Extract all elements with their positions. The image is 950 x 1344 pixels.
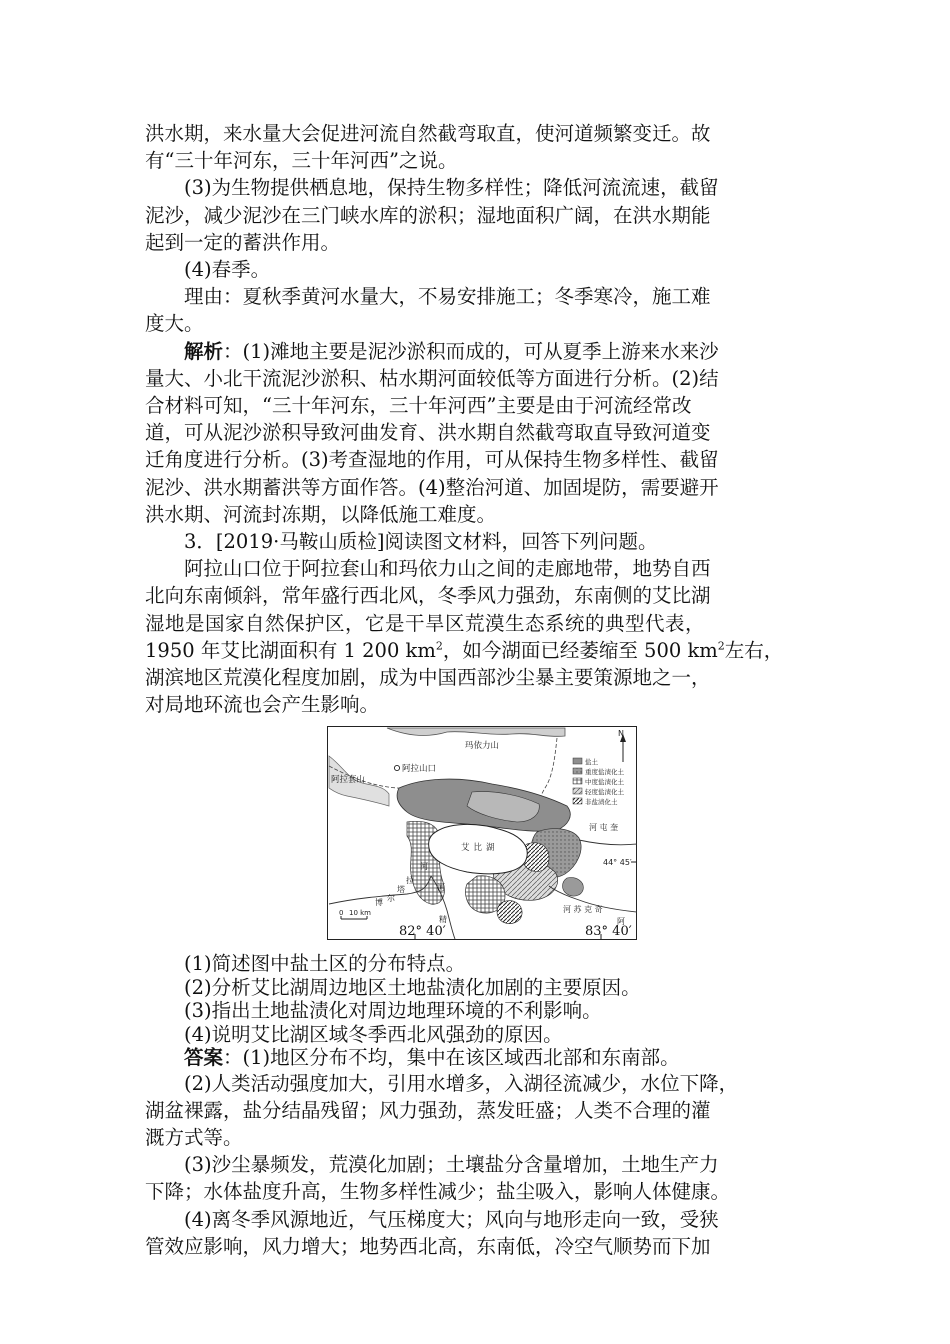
legend-label: 中度盐渍化土 bbox=[585, 778, 624, 787]
answer-line: (3)沙尘暴频发，荒漠化加剧；土壤盐分含量增加，土地生产力 bbox=[184, 1153, 719, 1177]
text-line: 阿拉山口位于阿拉套山和玛依力山之间的走廊地带，地势自西 bbox=[184, 557, 711, 581]
text-line: 泥沙、洪水期蓄洪等方面作答。(4)整治河道、加固堤防，需要避开 bbox=[145, 475, 719, 499]
river-label: 阿 bbox=[617, 917, 625, 927]
text-line: 洪水期，来水量大会促进河流自然截弯取直，使河道频繁变迁。故 bbox=[145, 122, 711, 145]
non-salinized-zone bbox=[497, 901, 522, 924]
river-label: 博 bbox=[375, 898, 383, 908]
river-label: 精 bbox=[439, 915, 447, 925]
sub-question: (3)指出土地盐渍化对周边地理环境的不利影响。 bbox=[184, 999, 602, 1023]
text-line: 道，可从泥沙淤积导致河曲发育、洪水期自然截弯取直导致河道变 bbox=[145, 421, 711, 445]
text-line: 理由：夏秋季黄河水量大，不易安排施工；冬季寒冷，施工难 bbox=[184, 285, 711, 309]
text-line: 1950 年艾比湖面积有 1 200 $km^2$，如今湖面已经萎缩至 500 $km^2$左右， bbox=[145, 638, 784, 662]
north-label: N bbox=[618, 729, 624, 739]
river-label: 尔 bbox=[387, 894, 395, 904]
text-line: 洪水期、河流封冻期，以降低施工难度。 bbox=[145, 502, 497, 526]
question-heading: 3．[2019·马鞍山质检]阅读图文材料，回答下列问题。 bbox=[184, 530, 658, 554]
legend-label: 重度盐渍化土 bbox=[585, 768, 624, 777]
analysis-label: 解析 bbox=[184, 339, 224, 363]
answer-label: 答案 bbox=[184, 1046, 224, 1070]
legend-label: 轻度盐渍化土 bbox=[585, 788, 624, 797]
map-figure bbox=[327, 726, 637, 940]
answer-line: (2)人类活动强度加大，引用水增多，入湖径流减少，水位下降， bbox=[184, 1071, 739, 1095]
legend-label: 盐土 bbox=[585, 758, 598, 767]
document-page bbox=[145, 120, 810, 1260]
label-alashankou: 阿拉山口 bbox=[402, 764, 437, 775]
label-mayili-mountain: 玛依力山 bbox=[465, 741, 500, 752]
text-line: 湖滨地区荒漠化程度加剧，成为中国西部沙尘暴主要策源地之一， bbox=[145, 666, 711, 690]
sub-question: (4)说明艾比湖区域冬季西北风强劲的原因。 bbox=[184, 1022, 563, 1046]
text-line: 量大、小北干流泥沙淤积、枯水期河面较低等方面进行分析。(2)结 bbox=[145, 366, 719, 390]
text-line: (3)为生物提供栖息地，保持生物多样性；降低河流流速，截留 bbox=[184, 176, 719, 200]
label-ebinur-lake: 艾比湖 bbox=[461, 843, 499, 854]
text-line: 对局地环流也会产生影响。 bbox=[145, 693, 380, 717]
legend-label: 非盐渍化土 bbox=[585, 798, 618, 807]
answer-line: 管效应影响，风力增大；地势西北高，东南低，冷空气顺势而下加 bbox=[145, 1234, 711, 1258]
answer-line: 湖盆裸露，盐分结晶残留；风力强劲，蒸发旺盛；人类不合理的灌 bbox=[145, 1098, 711, 1122]
answer-line: 溉方式等。 bbox=[145, 1125, 243, 1149]
text-line: 北向东南倾斜，常年盛行西北风，冬季风力强劲，东南侧的艾比湖 bbox=[145, 584, 711, 608]
latitude-label: 44° 45′ bbox=[603, 858, 632, 868]
longitude-label: 82° 40′ bbox=[399, 924, 446, 940]
text-line: 合材料可知，“三十年河东，三十年河西”主要是由于河流经常改 bbox=[145, 394, 692, 418]
label-alatau-mountain: 阿拉套山 bbox=[331, 775, 366, 786]
scale-label: 10 km bbox=[349, 909, 372, 918]
text-line: 泥沙，减少泥沙在三门峡水库的淤积；湿地面积广阔，在洪水期能 bbox=[145, 203, 711, 227]
answer-line: 下降；水体盐度升高，生物多样性减少；盐尘吸入，影响人体健康。 bbox=[145, 1180, 731, 1204]
scale-label: 0 bbox=[339, 909, 344, 918]
answer-line: 答案：(1)地区分布不均，集中在该区域西北部和东南部。 bbox=[184, 1046, 680, 1070]
pass-marker bbox=[394, 766, 399, 771]
river-label: 河 bbox=[437, 883, 445, 893]
sub-question: (2)分析艾比湖周边地区土地盐渍化加剧的主要原因。 bbox=[184, 975, 641, 999]
river-label: 河 苏 克 奇 bbox=[563, 905, 603, 915]
sub-question: (1)简述图中盐土区的分布特点。 bbox=[184, 952, 466, 976]
text-line: 起到一定的蓄洪作用。 bbox=[145, 230, 341, 254]
river-label: 河 bbox=[420, 862, 428, 872]
analysis-line: 解析：(1)滩地主要是泥沙淤积而成的，可从夏季上游来水来沙 bbox=[184, 339, 719, 363]
answer-line: (4)离冬季风源地近，气压梯度大；风向与地形走向一致，受狭 bbox=[184, 1207, 719, 1231]
river-label: 河 屯 奎 bbox=[589, 823, 619, 833]
river-label: 拉 bbox=[406, 876, 414, 886]
text-line: 湿地是国家自然保护区，它是干旱区荒漠生态系统的典型代表， bbox=[145, 611, 706, 635]
text-line: (4)春季。 bbox=[184, 258, 271, 282]
text-line: 有“三十年河东，三十年河西”之说。 bbox=[145, 149, 458, 173]
text-line: 迁角度进行分析。(3)考查湿地的作用，可从保持生物多样性、截留 bbox=[145, 448, 719, 472]
river-label: 塔 bbox=[397, 885, 405, 895]
longitude-label: 83° 40′ bbox=[585, 924, 632, 940]
text-line: 度大。 bbox=[145, 312, 204, 336]
